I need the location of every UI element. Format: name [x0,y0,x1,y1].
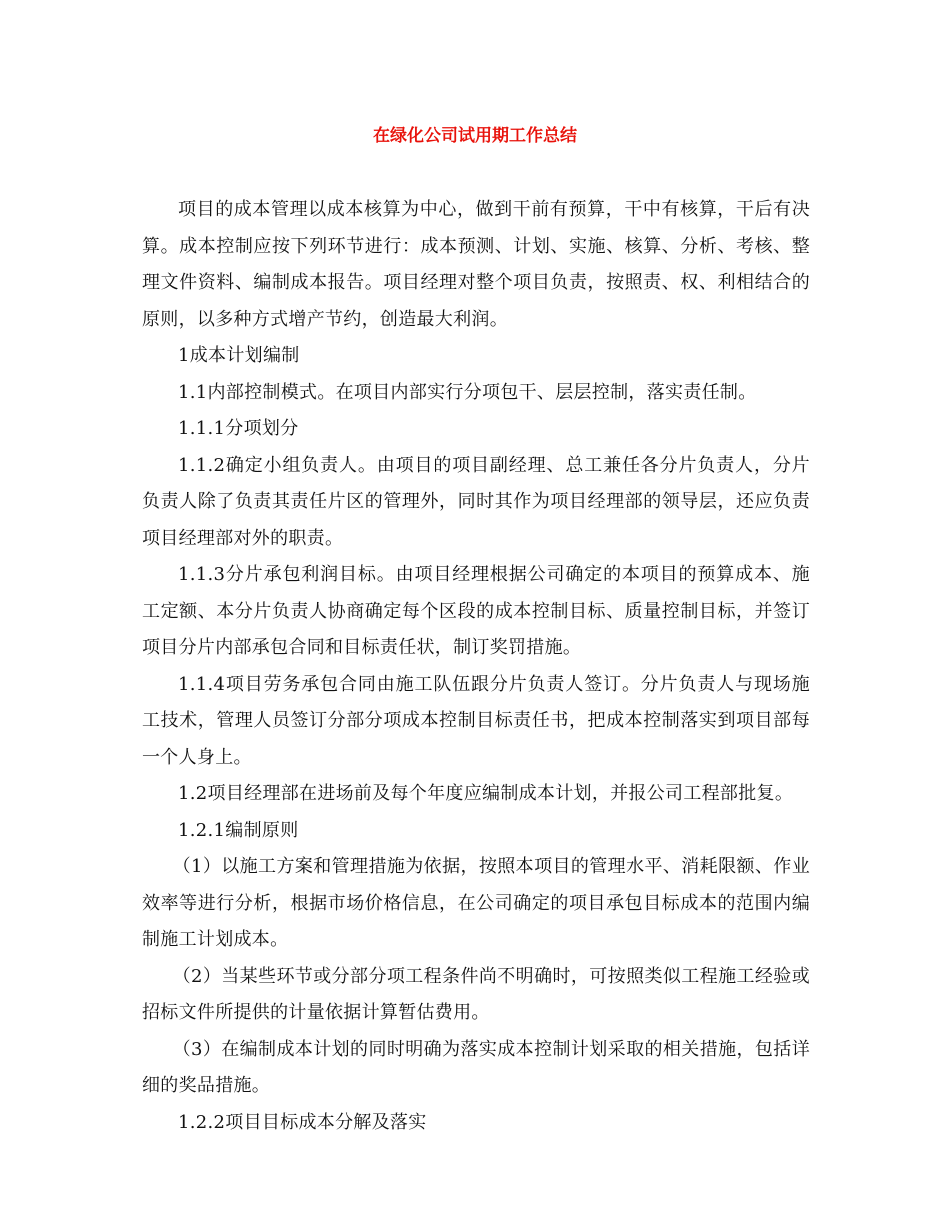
list-item-1: （1）以施工方案和管理措施为依据，按照本项目的管理水平、消耗限额、作业效率等进行分析，根据市场价格信息，在公司确定的项目承包目标成本的范围内编制施工计划成本。 [142,856,810,950]
paragraph-1-1: 1.1内部控制模式。在项目内部实行分项包干、层层控制，落实责任制。 [178,381,757,403]
paragraph-1-2: 1.2项目经理部在进场前及每个年度应编制成本计划，并报公司工程部批复。 [178,783,794,804]
paragraph-intro: 项目的成本管理以成本核算为中心，做到干前有预算，干中有核算，干后有决算。成本控制应按下列环节进行：成本预测、计划、实施、核算、分析、考核、整理文件资料、编制成本报告。项目经理对整个项目负责，按照责、权、利相结合的原则，以多种方式增产节约，创造最大利润。 [142,199,810,330]
heading-1: 1成本计划编制 [178,345,300,366]
document-body [142,192,810,1141]
document-title: 在绿化公司试用期工作总结 [373,126,577,146]
heading-1-2-1: 1.2.1编制原则 [178,819,299,841]
list-item-3: （3）在编制成本计划的同时明确为落实成本控制计划采取的相关措施，包括详细的奖品措施。 [142,1038,810,1096]
heading-1-2-2: 1.2.2项目目标成本分解及落实 [178,1111,427,1133]
heading-1-1-1: 1.1.1分项划分 [178,418,299,439]
paragraph-1-1-2: 1.1.2确定小组负责人。由项目的项目副经理、总工兼任各分片负责人，分片负责人除了负责其责任片区的管理外，同时其作为项目经理部的领导层，还应负责项目经理部对外的职责。 [142,454,810,549]
paragraph-1-1-3: 1.1.3分片承包利润目标。由项目经理根据公司确定的本项目的预算成本、施工定额、本分片负责人协商确定每个区段的成本控制目标、质量控制目标，并签订项目分片内部承包合同和目标责任状，制订奖罚措施。 [142,564,810,658]
paragraph-1-1-4: 1.1.4项目劳务承包合同由施工队伍跟分片负责人签订。分片负责人与现场施工技术，管理人员签订分部分项成本控制目标责任书，把成本控制落实到项目部每一个人身上。 [142,673,810,768]
list-item-2: （2）当某些环节或分部分项工程条件尚不明确时，可按照类似工程施工经验或招标文件所提供的计量依据计算暂估费用。 [142,965,810,1023]
